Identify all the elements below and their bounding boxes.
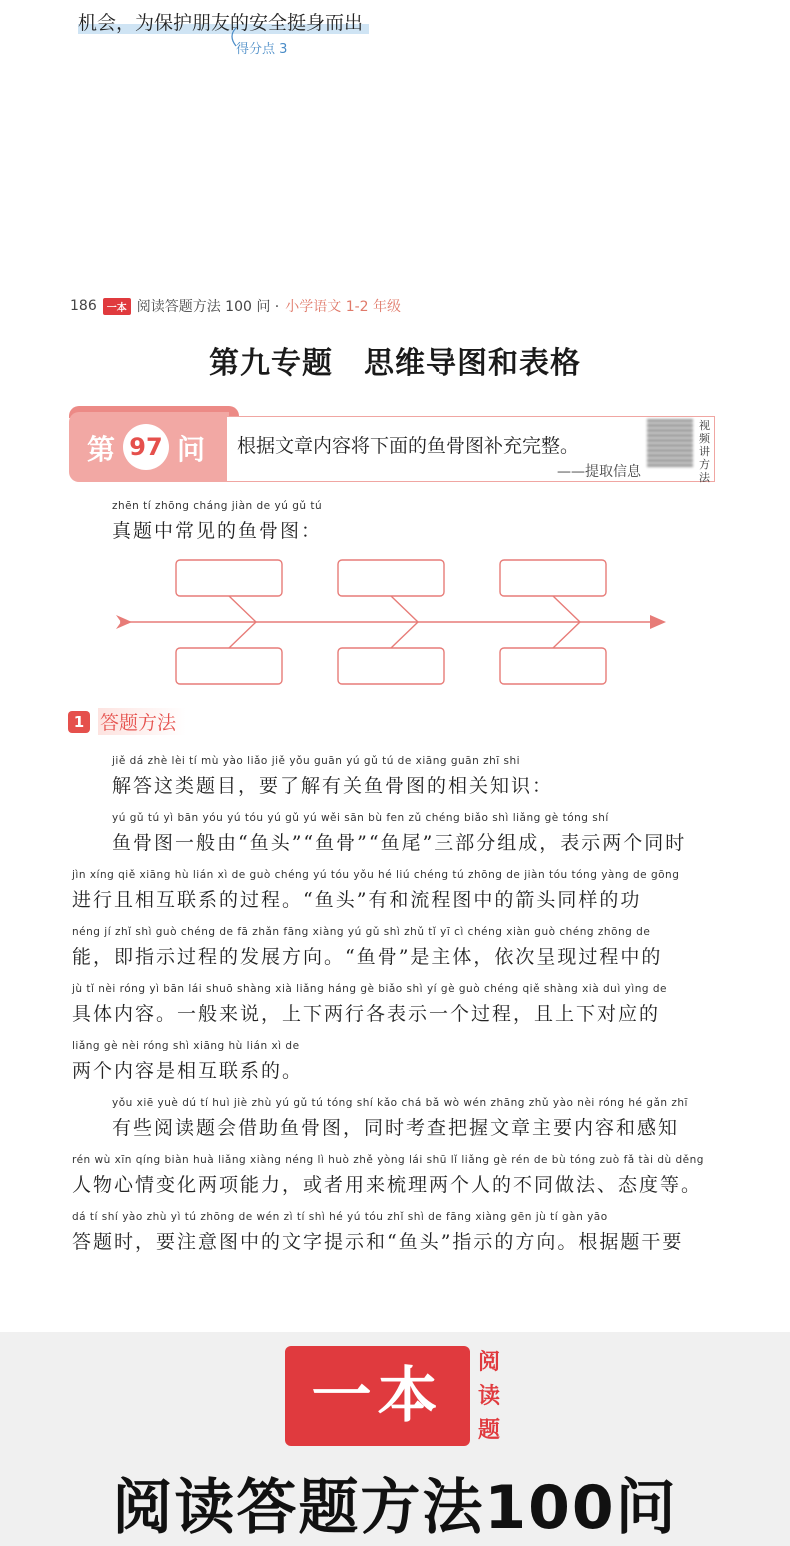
previous-page-text: 机会，为保护朋友的安全挺身而出 <box>78 8 369 35</box>
question-banner <box>69 406 714 482</box>
section-number: 1 <box>68 711 90 733</box>
question-number: 97 <box>123 424 169 470</box>
pinyin: jiě dá zhè lèi tí mù yào liǎo jiě yǒu guān yú gǔ tú de xiāng guān zhī shi <box>112 755 521 767</box>
text-line <box>72 1154 704 1197</box>
hanzi: 能，即指示过程的发展方向。“鱼骨”是主体，依次呈现过程中的 <box>72 946 663 968</box>
fishbone-box-bottom-1 <box>176 648 282 684</box>
hanzi: 有些阅读题会借助鱼骨图，同时考查把握文章主要内容和感知 <box>112 1117 680 1139</box>
qr-code-icon[interactable] <box>647 419 693 467</box>
book-name: 阅读答题方法 100 问 · <box>136 299 280 315</box>
fishbone-box-top-3 <box>500 560 606 596</box>
fish-tail-icon <box>116 615 132 629</box>
pinyin: yú gǔ tú yì bān yóu yú tóu yú gǔ yú wěi sān bù fen zǔ chéng biǎo shì liǎng gè tóng shí <box>112 812 609 824</box>
book-title: 阅读答题方法100问 <box>112 1473 678 1543</box>
fishbone-box-top-1 <box>176 560 282 596</box>
question-suffix: 问 <box>177 433 206 466</box>
text-line <box>72 926 662 969</box>
brand-side-text <box>478 1346 508 1448</box>
text-line <box>112 500 322 543</box>
video-label: 视频讲方法 <box>699 419 710 484</box>
hanzi: 解答这类题目，要了解有关鱼骨图的相关知识： <box>112 775 554 797</box>
pinyin: zhēn tí zhōng cháng jiàn de yú gǔ tú <box>112 500 323 512</box>
text-line <box>72 869 679 912</box>
pinyin: liǎng gè nèi róng shì xiāng hù lián xì de <box>72 1040 300 1052</box>
hanzi: 鱼骨图一般由“鱼头”“鱼骨”“鱼尾”三部分组成，表示两个同时 <box>112 832 687 854</box>
page-header <box>70 296 401 316</box>
pinyin: rén wù xīn qíng biàn huà liǎng xiàng néng lì huò zhě yòng lái shū lǐ liǎng gè rén de bù tóng zuò fǎ tài dù děng <box>72 1154 704 1166</box>
question-box <box>227 416 715 482</box>
hanzi: 真题中常见的鱼骨图： <box>112 520 323 542</box>
page-number: 186 <box>70 298 97 314</box>
text-line <box>72 1211 683 1254</box>
hanzi: 答题时，要注意图中的文字提示和“鱼头”指示的方向。根据题干要 <box>72 1231 684 1253</box>
footer-banner <box>0 1332 790 1546</box>
fishbone-box-top-2 <box>338 560 444 596</box>
fishbone-box-bottom-3 <box>500 648 606 684</box>
question-prefix: 第 <box>87 433 116 466</box>
pinyin: dá tí shí yào zhù yì tú zhōng de wén zì tí shì hé yú tóu zhǐ shì de fāng xiàng gēn jù tí gàn yāo <box>72 1211 608 1223</box>
pinyin: néng jí zhǐ shì guò chéng de fā zhǎn fāng xiàng yú gǔ shì zhǔ tǐ yī cì chéng xiàn guò chéng zhōng de <box>72 926 651 938</box>
fishbone-diagram <box>110 552 670 692</box>
pinyin: yǒu xiē yuè dú tí huì jiè zhù yú gǔ tú tóng shí kǎo chá bǎ wò wén zhāng zhǔ yào nèi róng hé gǎn zhī <box>112 1097 688 1109</box>
chapter-title: 第九专题 思维导图和表格 <box>209 346 581 381</box>
hanzi: 具体内容。一般来说，上下两行各表示一个过程，且上下对应的 <box>72 1003 661 1025</box>
section-heading <box>68 708 186 735</box>
fishbone-box-bottom-2 <box>338 648 444 684</box>
question-skill: ——提取信息 <box>557 464 641 480</box>
hanzi: 进行且相互联系的过程。“鱼头”有和流程图中的箭头同样的功 <box>72 889 642 911</box>
brand-logo: 一本 <box>285 1346 470 1446</box>
score-point-note: 得分点 3 <box>236 42 288 57</box>
section-title: 答题方法 <box>98 708 186 735</box>
book-logo-mini: 一本 <box>103 298 131 315</box>
hanzi: 人物心情变化两项能力，或者用来梳理两个人的不同做法、态度等。 <box>72 1174 703 1196</box>
hanzi: 两个内容是相互联系的。 <box>72 1060 304 1082</box>
side-char: 读 <box>478 1384 501 1409</box>
text-line <box>72 1040 303 1083</box>
text-line <box>112 1097 688 1140</box>
text-line <box>72 983 667 1026</box>
pinyin: jù tǐ nèi róng yì bān lái shuō shàng xià liǎng háng gè biǎo shì yí gè guò chéng qiě shàng xià duì yìng de <box>72 983 667 995</box>
text-line <box>112 755 553 798</box>
grade-label: 小学语文 1-2 年级 <box>285 299 402 315</box>
text-line <box>112 812 686 855</box>
fish-head-arrow-icon <box>650 615 666 629</box>
side-char: 题 <box>478 1418 501 1443</box>
question-text: 根据文章内容将下面的鱼骨图补充完整。 <box>237 435 580 457</box>
side-char: 阅 <box>478 1350 501 1375</box>
pinyin: jìn xíng qiě xiāng hù lián xì de guò chéng yú tóu yǒu hé liú chéng tú zhōng de jiàn tóu tóng yàng de gōng <box>72 869 680 881</box>
